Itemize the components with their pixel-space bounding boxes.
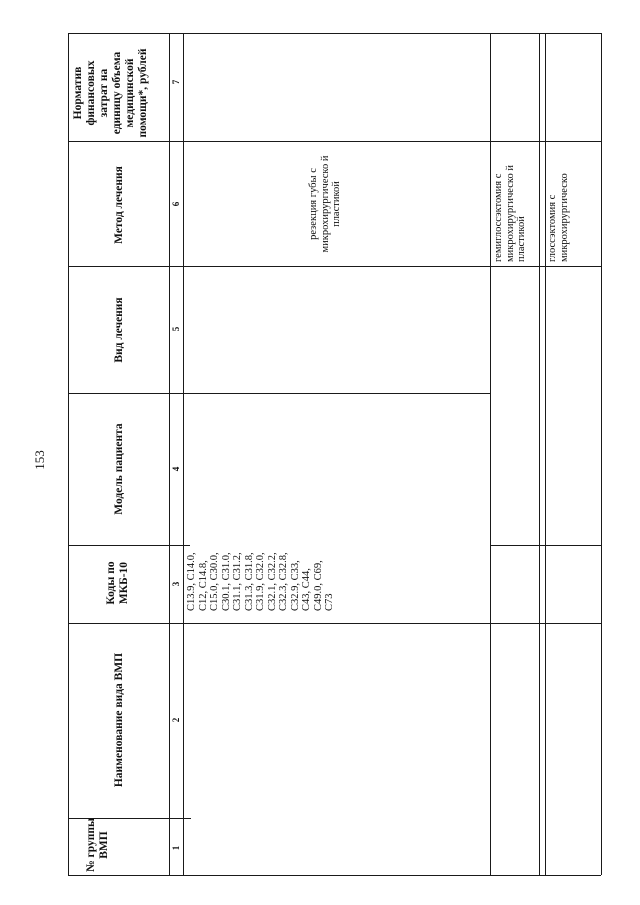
col-line-2-3 [68, 623, 601, 624]
header-treatment-method: Метод лечения [113, 166, 125, 244]
header-vmp-name: Наименование вида ВМП [113, 652, 125, 788]
icd-codes-cell: C13.9, C14.0, C12, C14.8, C15.0, C30.0, C30.1, C31.0, C31.1, C31.2, C31.3, C31.8, C31.9, C32.0, C32.1, C32.2, C32.3, C32.8, C32.9, C33, C43, C44, C49.0, C69, C73 [186, 552, 335, 611]
column-number-2: 2 [171, 717, 181, 723]
column-number-1: 1 [171, 845, 181, 851]
header-bottom-line [169, 33, 170, 875]
table-border-top [68, 33, 601, 34]
table-border-right [601, 33, 602, 875]
table-border-left [68, 33, 69, 875]
column-number-7: 7 [171, 79, 181, 85]
row-line-2 [490, 33, 491, 875]
col-line-5-6 [68, 266, 601, 267]
column-number-4: 4 [171, 466, 181, 472]
treatment-method-cell: резекция губы с микрохирургическо й пластикой [308, 155, 342, 253]
treatment-method-cell: гемиглоссэктомия с микрохирургическо й пластикой [493, 165, 527, 262]
treatment-method-cell: глоссэктомия с микрохирургическо [547, 173, 570, 262]
column-number-5: 5 [171, 326, 181, 332]
col-line-3-4b [490, 545, 601, 546]
col-line-4-5 [68, 393, 490, 394]
header-cost-standard: Норматив финансовых затрат на единицу объема медицинской помощи*, рублей [72, 48, 149, 138]
row-line-3b [545, 33, 546, 875]
col-line-3-4 [68, 545, 190, 546]
row-line-3 [539, 33, 540, 875]
column-number-6: 6 [171, 201, 181, 207]
table-border-bottom [68, 875, 601, 876]
column-number-3: 3 [171, 581, 181, 587]
column-number-line [183, 33, 184, 875]
header-group-no: № группы ВМП [85, 818, 110, 872]
header-treatment-type: Вид лечения [113, 297, 125, 363]
header-icd-codes: Коды по МКБ-10 [105, 561, 130, 605]
page-number: 153 [32, 450, 47, 470]
header-patient-model: Модель пациента [113, 423, 125, 515]
